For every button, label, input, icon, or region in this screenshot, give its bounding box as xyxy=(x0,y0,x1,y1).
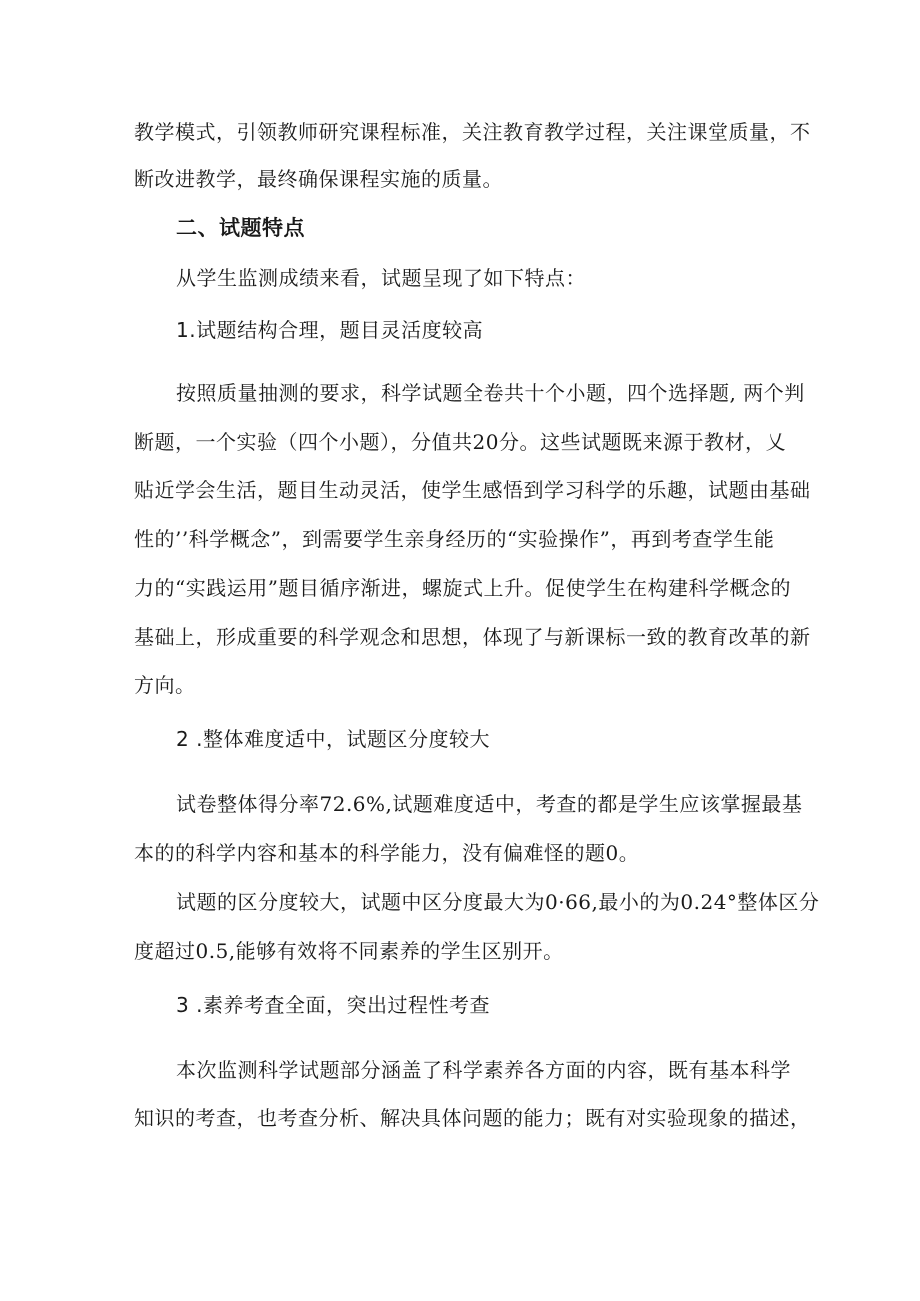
paragraph-line: 试题的区分度较大，试题中区分度最大为0·66,最小的为0.24°整体区分 xyxy=(176,890,820,914)
paragraph-line: 方向。 xyxy=(134,673,196,697)
paragraph-line: 试卷整体得分率72.6%,试题难度适中，考查的都是学生应该掌握最基 xyxy=(176,792,803,816)
paragraph-line: 按照质量抽测的要求，科学试题全卷共十个小题，四个选择题, 两个判 xyxy=(176,381,805,405)
paragraph-line: 性的’’科学概念”，到需要学生亲身经历的“实验操作”，再到考查学生能 xyxy=(134,527,775,551)
paragraph-line: 断改进教学，最终确保课程实施的质量。 xyxy=(134,167,503,191)
intro-line: 从学生监测成绩来看，试题呈现了如下特点： xyxy=(176,266,586,290)
paragraph-line: 本的的科学内容和基本的科学能力，没有偏难怪的题0。 xyxy=(134,841,640,865)
paragraph-line: 断题，一个实验（四个小题），分值共20分。这些试题既来源于教材，乂 xyxy=(134,430,786,454)
paragraph-line: 贴近学会生活，题目生动灵活，使学生感悟到学习科学的乐趣，试题由基础 xyxy=(134,478,811,502)
paragraph-line: 力的“实践运用”题目循序渐进，螺旋式上升。促使学生在构建科学概念的 xyxy=(134,576,791,600)
paragraph-line: 度超过0.5,能够有效将不同素养的学生区别开。 xyxy=(134,939,564,963)
paragraph-line: 教学模式，引领教师研究课程标准，关注教育教学过程，关注课堂质量，不 xyxy=(134,120,811,144)
section-heading: 二、试题特点 xyxy=(176,216,305,240)
item-1-title: 1.试题结构合理，题目灵活度较高 xyxy=(176,318,484,342)
item-3-title: 3 .素养考査全面，突出过程性考查 xyxy=(176,993,490,1017)
item-2-title: 2 .整体难度适中，试题区分度较大 xyxy=(176,727,490,751)
paragraph-line: 基础上，形成重要的科学观念和思想，体现了与新课标一致的教育改革的新 xyxy=(134,625,811,649)
paragraph-line: 本次监测科学试题部分涵盖了科学素养各方面的内容，既有基本科学 xyxy=(176,1058,791,1082)
paragraph-line: 知识的考查，也考查分析、解决具体问题的能力；既有对实验现象的描述， xyxy=(134,1106,811,1130)
